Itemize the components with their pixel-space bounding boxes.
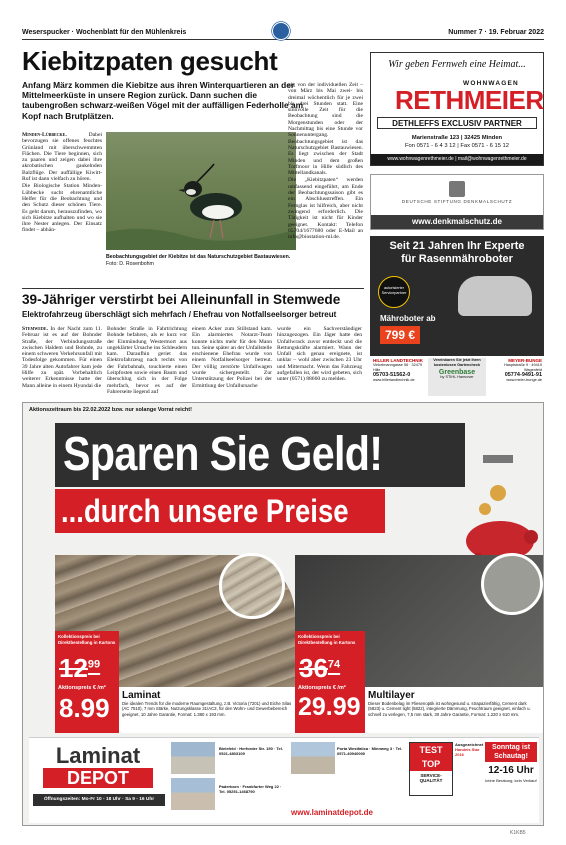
ad-robot-label: Mähroboter ab	[380, 314, 436, 323]
robot-shop1-addr: Vinkelmanngasse 56 · 32479 Hille	[373, 363, 423, 372]
laminat-subline: ...durch unsere Preise	[61, 493, 349, 529]
article2-col1-text: In der Nacht zum 11. Februar ist es auf der Bohnder Straße, der Verbindungsstraße zwischen Haldem und Bohnde, zu einem schweren Verkehrsunfall mit Todesfolge gekommen. Für einen 39 Jahre alten Autofahrer kam jede Hilfe zu spät. Vorbehaltlich weiterer Erkenntnisse hatte der Mann alleine in einem Hyundai die	[22, 326, 102, 389]
kiebitz-bird-illustration	[106, 132, 296, 250]
article2-col2-text: Bohnder Straße in Fahrtrichtung Bohnde befahren, als er kurz vor der Einmündung Westermort aus ungeklärter Ursache ins Schleudern kam. Daraufhin geriet das Elektrofahrzeug nach rechts von der Fahrbahnab, touchierte einen Leitpfosten sowie einen Baum und überschlug sich in der Folge mehrfach, bevor es auf der Fahrerseite liegend auf	[107, 326, 187, 395]
ad-robot-bottom	[370, 356, 544, 398]
robot-mid-text: Vereinbaren Sie jetzt Ihren kostenlosen Gartencheck	[433, 358, 481, 367]
piggy-bank-icon	[455, 453, 541, 563]
offer2-desc-box	[365, 687, 543, 733]
offer2-old-cents: 74	[327, 658, 341, 671]
offer2-block	[295, 631, 365, 733]
offer2-name: Multilayer	[368, 690, 415, 701]
ad-robot-price: 799 €	[380, 326, 420, 344]
robot-shop2-addr: Hauptstraße 9 · 49419 Wagenfeld	[504, 363, 542, 372]
ad-robot-headline1: Seit 21 Jahren Ihr Experte	[389, 240, 525, 252]
robot-middle	[428, 358, 486, 396]
laminat-logo-top: Laminat	[55, 743, 141, 768]
award	[455, 742, 485, 757]
offer1-desc: Die idealen Trends für die moderne Raumgestaltung, z.B. Victoria (7201) und Eiche Silas (AC 7510), 7 mm Stärke, Nutzungsklasse 31/AC3, für den Wohn- und Gewerbebereich geeignet, 10 Jahre Garantie, Format: 1.380 x 193 mm.	[122, 701, 292, 717]
article1-lead: Anfang März kommen die Kiebitze aus ihren Winterquartieren an der Mittelmeerküste in unsere Region zurück. Dann suchen die taubengroßen schwarz-weißen Vögel mit der auffälligen Federholle am Kopf nach Brutplätzen.	[22, 80, 304, 121]
laminat-web[interactable]: www.laminatdepot.de	[291, 808, 373, 817]
offer1-old-price	[59, 653, 100, 684]
header-right: Nummer 7 · 19. Februar 2022	[448, 29, 544, 36]
article1-kicker: Minden-Lübbecke.	[22, 132, 67, 138]
article1-col3	[288, 82, 363, 241]
article2-kicker: Stemwede.	[22, 326, 48, 332]
article2-col3	[192, 326, 272, 390]
offer2-price-label: Aktionspreis € /m²	[298, 685, 346, 691]
laminat-logo-bottom: DEPOT	[43, 768, 153, 788]
offer2-note: Kollektionspreis bei Direktbestellung in Kartons	[298, 634, 356, 645]
ad-rethmeier-address: Marienstraße 123 | 32425 Minden	[411, 135, 503, 141]
article1-col1	[22, 132, 102, 235]
article2-col3-text: einem Acker zum Stillstand kam. Ein alarmiertes Notarzt-Team konnte nichts mehr für den Mann tun. Seine später an der Unfallstelle erschienene Ehefrau wurde von einem Notfallseelsorger betreut. Der völlig zerstörte Unfallwagen wurde sichergestellt. Zur Unterstützung der Polizei bei der Ermittlung der Unfallursache	[192, 326, 272, 389]
ad-rethmeier-logo: RETHMEIER	[395, 85, 544, 115]
article1-col1b-text: Die Biologische Station Minden-Lübbecke sucht ehrenamtliche Helfer für die Beobachtung und den Schutz dieser schönen Tiere. Es geht darum, herauszufinden, wo sich Kiebitze aufhalten und wo sie ihre Nester anlegen. Der Einsatz findet – abhän-	[22, 183, 102, 234]
article2-title: 39-Jähriger verstirbt bei Alleinunfall in Stemwede	[22, 292, 341, 307]
ad-robot-headline2: für Rasenmähroboter	[401, 253, 513, 265]
photo-credit: Foto: D. Rosenbohm	[106, 261, 154, 267]
laminat-validity: Aktionszeitraum bis 22.02.2022 bzw. nur solange Vorrat reicht!	[29, 407, 192, 413]
award-text2: Handels Star 2016	[455, 747, 480, 757]
robot-shop1-name: HILLER LANDTECHNIK	[373, 358, 423, 363]
offer2-old: 36	[299, 653, 328, 683]
offer1-price: 8.99	[59, 693, 110, 723]
article1-col1-text: Dabei bevorzugen sie offenes feuchtes Grünland mit überschwemmten Flächen. Die Tiere beginnen, sich zu paaren und zeigen dabei ihre akrobatischen gaukelnden Balzflüge. Der auffällige Kiwitt-Ruf ist dann vielfach zu hören.	[22, 132, 102, 183]
laminat-logo	[33, 744, 163, 788]
page-code: K1KB5	[510, 830, 526, 836]
offer2-price: 29.99	[298, 693, 361, 721]
ad-rethmeier-phone: Fon 0571 - 6 4 3 12 | Fax 0571 - 6 15 12	[405, 143, 509, 149]
offer2-desc: Dieser Bodenbelag im Fliesenoptik ist wohngesund u. strapazierfähig, Cement dark (5823) u. Cement light (5822), integrierte Dämmung, Feuchtraum geeignet, einfach u. schnell zu verlegen, 7,5 mm stark, 30 Jahre Garantie, Format: 1.220 x 610 mm.	[368, 701, 531, 717]
store-photo-2	[171, 778, 215, 810]
robot-shop2-name: MEYER-BUNGE	[508, 358, 542, 363]
offer1-old-cents: 99	[87, 658, 101, 671]
sunday-note: keine Beratung, kein Verkauf	[485, 778, 537, 783]
offer1-block	[55, 631, 119, 733]
laminat-store3: Paderborn · Frankfurter Weg 22 · Tel. 05251-1468790	[219, 784, 282, 794]
tested-badge	[409, 742, 453, 796]
robot-shop2-web: www.meier-bunge.de	[506, 378, 542, 382]
article-divider	[22, 288, 364, 289]
article2-col1	[22, 326, 102, 390]
ad-laminat	[22, 402, 544, 826]
store-photo-1	[171, 742, 215, 774]
ad-rethmeier	[370, 52, 544, 166]
header-logo-icon	[272, 22, 290, 40]
article2-col2	[107, 326, 187, 396]
laminat-footer	[29, 737, 539, 823]
robot-shop1-tel: 05703-51562-0	[373, 372, 411, 378]
ad-denkmal-web: www.denkmalschutz.de	[371, 215, 543, 229]
tested-top: TEST TOP	[410, 743, 452, 771]
sunday-time: 12-16 Uhr	[488, 765, 534, 776]
article1-title: Kiebitzpaten gesucht	[22, 46, 278, 76]
offer1-desc-box	[119, 687, 295, 733]
ad-rethmeier-web: www.wohnwagenrethmeier.de | mail@wohnwagenrethmeier.de	[371, 154, 543, 165]
robot-shop1	[373, 358, 425, 383]
ad-rethmeier-tag: DETHLEFFS EXCLUSIV PARTNER	[377, 117, 537, 129]
sunday-box	[485, 742, 537, 783]
ad-robot	[370, 236, 544, 398]
offer1-old: 12	[59, 653, 88, 683]
header-left: Weserspucker · Wochenblatt für den Mühlenkreis	[22, 29, 187, 36]
laminat-headline: Sparen Sie Geld!	[63, 428, 383, 481]
page-header	[22, 28, 544, 40]
robot-shop1-web: www.hillerlandtechnik.de	[373, 378, 415, 382]
store-photo-3	[291, 742, 335, 774]
award-text: Ausgezeichnet	[455, 742, 484, 747]
tested-sub: SERVICE-QUALITÄT	[419, 773, 443, 783]
article2-col4	[277, 326, 362, 384]
offer1-note: Kollektionspreis bei Direktbestellung in Kartons	[58, 634, 116, 645]
ad-robot-badge: autorisierter Servicepartner	[378, 276, 410, 308]
sunday-title: Sonntag ist Schautag!	[485, 742, 537, 762]
laminat-floor-sample	[219, 553, 285, 619]
offer1-name: Laminat	[122, 690, 161, 701]
offer2-old-price	[299, 653, 340, 684]
article1-col3b-text: Die „Kiebitzpaten“ werden umfassend eingeführt, am Ende der Beobachtungssaison gibt es ein Abschlusstreffen. Ein Fernglas ist hilfreich, aber nicht zwingend erforderlich. Die Tätigkeit ist nicht für Kinder geeignet. Kontakt: Telefon 05704/1677680 oder E-Mail an info@biostation-ml.de.	[288, 177, 363, 241]
article2-subtitle: Elektrofahrzeug überschlägt sich mehrfach / Ehefrau von Notfallseelsorger betreut	[22, 310, 337, 319]
kiebitz-photo	[106, 132, 296, 250]
article1-col3-text: gig von der individuellen Zeit – von März bis Mai zwei- bis dreimal wöchentlich für je zwei bis drei Stunden statt. Eine sinnvolle Zeit für die Beobachtung sind die Morgenstunden oder der Nachmittag bis eine Stunde vor Sonnenuntergang. Beobachtungsgebiet ist das Naturschutzgebiet Bastauwiesen. Es liegt zwischen der Stadt Minden und dem großen Torfmoor in Hille südlich des Mittellandkanals.	[288, 82, 363, 177]
photo-caption	[106, 254, 296, 268]
offer1-price-label: Aktionspreis € /m²	[58, 685, 106, 691]
laminat-hours: Öffnungszeiten: Mo-Fr 10 - 18 Uhr · Sa 9 - 16 Uhr	[33, 794, 165, 806]
robot-mid-brand: Greenbase	[438, 369, 476, 376]
robot-shop2	[490, 358, 542, 383]
ad-denkmal	[370, 174, 544, 230]
robot-mower-image	[458, 276, 532, 316]
article2-col4-text: wurde ein Sachverständiger hinzugezogen. Ein Jäger hatte den Unfallwrack zuvor entdeckt und die Rettungskräfte alarmiert. Wann der Unfall sich genau ereignete, ist unklar – wohl aber zwischen 23 Uhr und Mitternacht. Wenn das Fahrzeug aufgefallen ist, der wird gebeten, sich unter (0571) 88660 zu melden.	[277, 326, 362, 383]
ad-rethmeier-small: WOHNWAGEN	[463, 80, 519, 87]
denkmal-logo-icon	[449, 181, 465, 197]
photo-caption-text: Beobachtungsgebiet der Kiebitze ist das Naturschutzgebiet Bastauwiesen.	[106, 254, 291, 260]
ad-denkmal-org: DEUTSCHE STIFTUNG DENKMALSCHUTZ	[401, 199, 513, 204]
multilayer-floor-sample	[481, 553, 543, 615]
robot-mid-sub: by STIHL Hannover	[440, 375, 474, 379]
laminat-store2: Porta Westfalica · Minnweg 3 · Tel. 0571-40940000	[337, 746, 403, 756]
laminat-store1: Bielefeld · Herforder Str. 150 · Tel. 0521-4803109	[219, 746, 283, 756]
robot-shop2-tel: 05774-9491-91	[504, 372, 542, 378]
ad-rethmeier-handwriting: Wir geben Fernweh eine Heimat...	[388, 59, 526, 70]
